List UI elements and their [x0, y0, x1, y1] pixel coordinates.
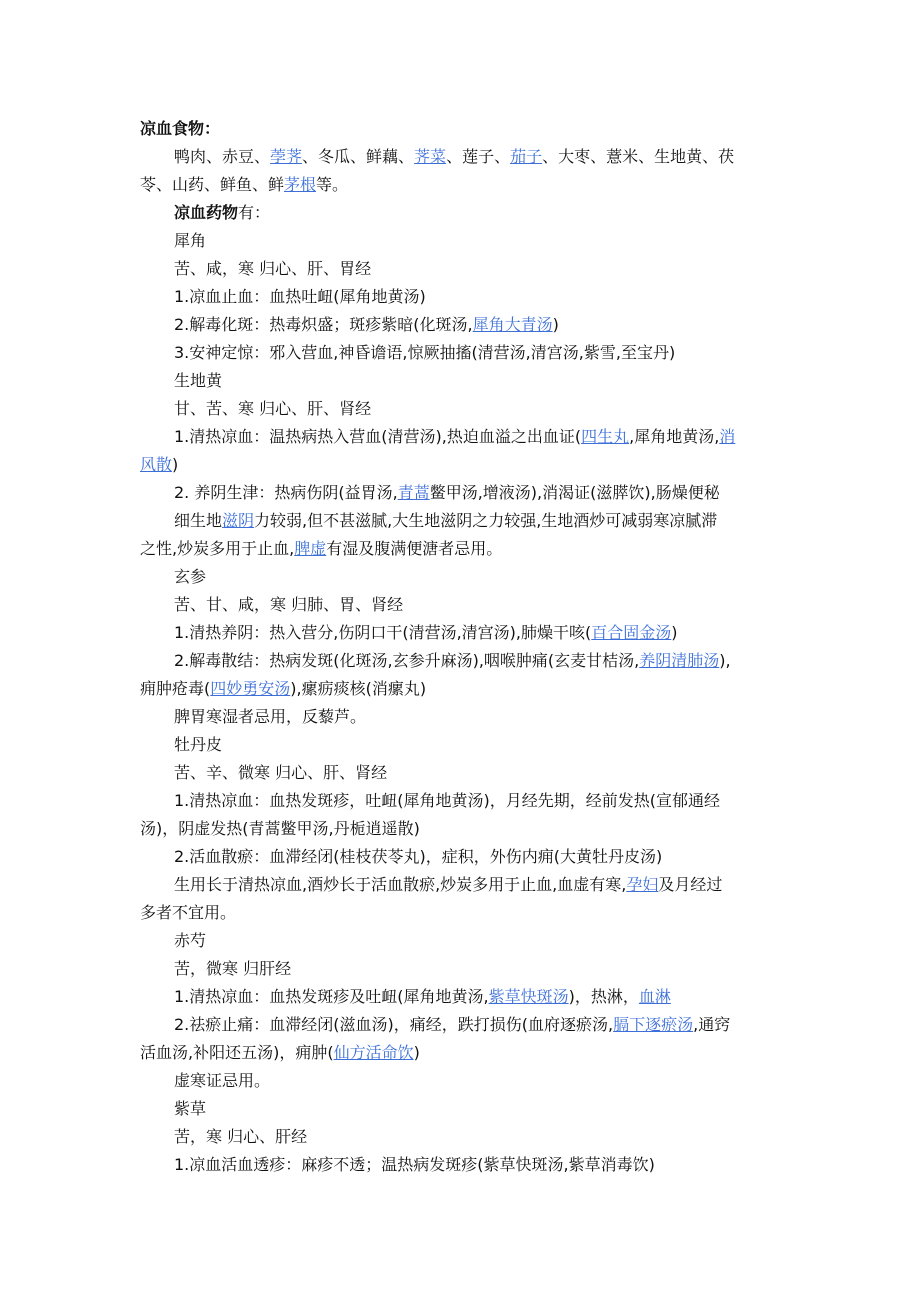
text: ): [671, 623, 678, 642]
text: 2.解毒散结：热病发斑(化斑汤,玄参升麻汤),咽喉肿痛(玄麦甘桔汤,: [174, 651, 640, 670]
link-biqi[interactable]: 荸荠: [270, 147, 303, 166]
herb-props: 苦，微寒 归肝经: [174, 959, 292, 978]
text: ,犀角地黄汤,: [629, 427, 720, 446]
link-yunfu[interactable]: 孕妇: [626, 875, 659, 894]
herb-note: [174, 511, 824, 531]
drug-heading-rest: 有：: [238, 203, 271, 222]
text: ),瘰疬痰核(消瘰丸): [290, 679, 427, 698]
text: ,通窍: [693, 1015, 731, 1034]
foods-line-1: [174, 147, 824, 167]
herb-props: 甘、苦、寒 归心、肝、肾经: [174, 399, 372, 418]
text: ),: [719, 651, 731, 670]
herb-effect-cont: 汤)，阴虚发热(青蒿鳖甲汤,丹栀逍遥散): [140, 819, 420, 838]
text: ): [413, 1043, 420, 1062]
herb-effect: [174, 483, 824, 503]
herb-note-cont: 多者不宜用。: [140, 903, 237, 922]
text: 、莲子、: [446, 147, 511, 166]
link-sisheng-wan[interactable]: 四生丸: [581, 427, 630, 446]
link-gexia-zhuyu-tang[interactable]: 膈下逐瘀汤: [613, 1015, 694, 1034]
herb-effect: 2.活血散瘀：血滞经闭(桂枝茯苓丸)，症积，外伤内痈(大黄牡丹皮汤): [174, 847, 663, 866]
herb-effect-cont: [140, 455, 790, 475]
text: 力较弱,但不甚滋腻,大生地滋阴之力较强,生地酒炒可减弱寒凉腻滞: [254, 511, 718, 530]
drug-heading: [174, 203, 824, 223]
link-baihe-gujin-tang[interactable]: 百合固金汤: [591, 623, 672, 642]
link-xianfang-huoming-yin[interactable]: 仙方活命饮: [333, 1043, 414, 1062]
link-ziyin[interactable]: 滋阴: [222, 511, 255, 530]
link-yangyin-qingfei-tang[interactable]: 养阴清肺汤: [639, 651, 720, 670]
herb-name-mudanpi: 牡丹皮: [174, 735, 223, 754]
herb-effect: 1.凉血止血：血热吐衄(犀角地黄汤): [174, 287, 426, 306]
herb-effect: 1.清热凉血：血热发斑疹，吐衄(犀角地黄汤)，月经先期，经前发热(宣郁通经: [174, 791, 720, 810]
herb-note-cont: [140, 539, 790, 559]
text: 2.祛瘀止痛：血滞经闭(滋血汤)，痛经，跌打损伤(血府逐瘀汤,: [174, 1015, 614, 1034]
herb-effect: [174, 315, 824, 335]
text: 细生地: [174, 511, 223, 530]
text: 鸭肉、赤豆、: [174, 147, 271, 166]
herb-effect: [174, 623, 824, 643]
text: 1.清热凉血：血热发斑疹及吐衄(犀角地黄汤,: [174, 987, 489, 1006]
herb-effect: 1.凉血活血透疹：麻疹不透；温热病发斑疹(紫草快斑汤,紫草消毒饮): [174, 1155, 655, 1174]
text: 生用长于清热凉血,酒炒长于活血散瘀,炒炭多用于止血,血虚有寒,: [174, 875, 627, 894]
herb-note: 虚寒证忌用。: [174, 1071, 271, 1090]
text: 之性,炒炭多用于止血,: [140, 539, 295, 558]
text: 1.清热凉血：温热病热入营血(清营汤),热迫血溢之出血证(: [174, 427, 582, 446]
link-jicai[interactable]: 荠菜: [414, 147, 447, 166]
text: 2.解毒化斑：热毒炽盛；斑疹紫暗(化斑汤,: [174, 315, 473, 334]
herb-name-xuanshen: 玄参: [174, 567, 207, 586]
link-simiao-yongan-tang[interactable]: 四妙勇安汤: [210, 679, 291, 698]
herb-name-shengdihuang: 生地黄: [174, 371, 223, 390]
text: ): [552, 315, 559, 334]
link-qinghao[interactable]: 青蒿: [397, 483, 430, 502]
text: 痈肿疮毒(: [140, 679, 211, 698]
text: 等。: [316, 175, 349, 194]
text: 鳖甲汤,增液汤),消渴证(滋膵饮),肠燥便秘: [429, 483, 720, 502]
herb-effect-cont: [140, 1043, 790, 1063]
link-maogen[interactable]: 茅根: [284, 175, 317, 194]
link-xijiao-daqing-tang[interactable]: 犀角大青汤: [472, 315, 553, 334]
herb-name-chishao: 赤芍: [174, 931, 207, 950]
text: ): [172, 455, 179, 474]
link-xiaofeng-san[interactable]: 风散: [140, 455, 173, 474]
text: )，热淋，: [568, 987, 639, 1006]
herb-effect: [174, 427, 824, 447]
herb-name-xijiao: 犀角: [174, 231, 207, 250]
text: 1.清热养阴：热入营分,伤阴口干(清营汤,清宫汤),肺燥干咳(: [174, 623, 592, 642]
text: 、大枣、薏米、生地黄、茯: [542, 147, 735, 166]
link-zicao-kuaiban-tang[interactable]: 紫草快斑汤: [488, 987, 569, 1006]
herb-props: 苦、甘、咸，寒 归肺、胃、肾经: [174, 595, 404, 614]
herb-effect: [174, 651, 824, 671]
herb-effect: [174, 1015, 824, 1035]
text: 活血汤,补阳还五汤)，痈肿(: [140, 1043, 334, 1062]
text: 苓、山药、鲜鱼、鲜: [140, 175, 285, 194]
link-qiezi[interactable]: 茄子: [510, 147, 543, 166]
food-heading: 凉血食物：: [140, 119, 221, 138]
herb-name-zicao: 紫草: [174, 1099, 207, 1118]
foods-line-2: [140, 175, 790, 195]
herb-props: 苦、辛、微寒 归心、肝、肾经: [174, 763, 388, 782]
text: 2. 养阴生津：热病伤阴(益胃汤,: [174, 483, 398, 502]
link-xuelin[interactable]: 血淋: [638, 987, 671, 1006]
herb-props: 苦、咸，寒 归心、肝、胃经: [174, 259, 372, 278]
herb-note: [174, 875, 824, 895]
herb-props: 苦，寒 归心、肝经: [174, 1127, 308, 1146]
herb-effect-cont: [140, 679, 790, 699]
text: 、冬瓜、鲜藕、: [302, 147, 415, 166]
link-xiaofeng-san[interactable]: 消: [719, 427, 736, 446]
herb-effect: [174, 987, 824, 1007]
link-pixu[interactable]: 脾虚: [294, 539, 327, 558]
text: 有湿及腹满便溏者忌用。: [326, 539, 503, 558]
drug-heading-bold: 凉血药物: [174, 203, 239, 222]
herb-note: 脾胃寒湿者忌用，反藜芦。: [174, 707, 367, 726]
herb-effect: 3.安神定惊：邪入营血,神昏谵语,惊厥抽搐(清营汤,清宫汤,紫雪,至宝丹): [174, 343, 676, 362]
text: 及月经过: [658, 875, 723, 894]
